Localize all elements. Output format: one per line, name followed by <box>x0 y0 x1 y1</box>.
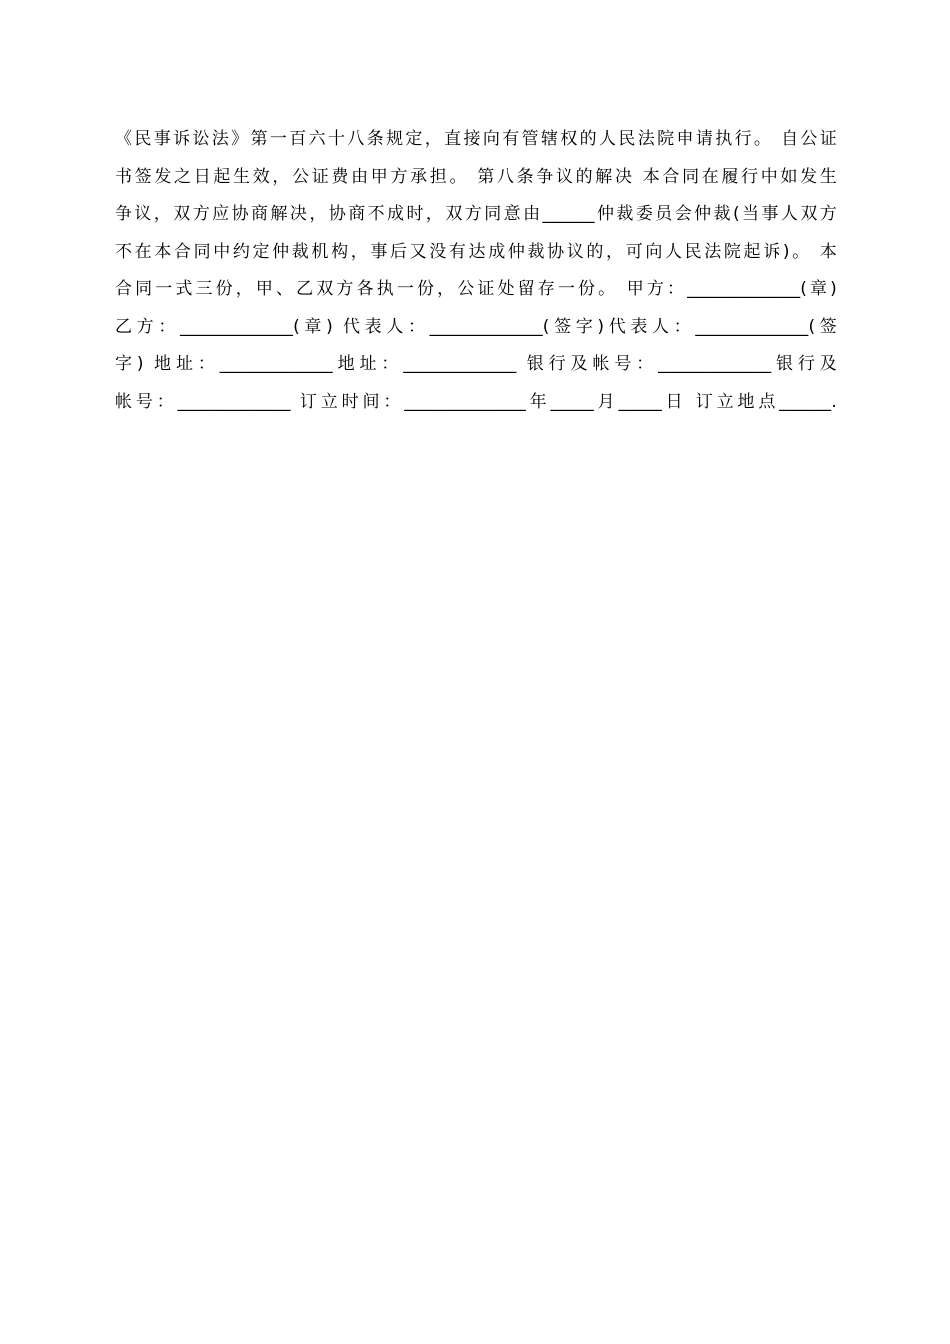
text-line-3: 争议，双方应协商解决，协商不成时，双方同意由______仲裁委员会仲裁(当事人双方 <box>115 204 837 224</box>
contract-text <box>115 124 837 424</box>
text-line-7: 字) 地址：_____________地址：_____________ 银行及帐号：_____________银行及 <box>115 354 837 374</box>
text-line-8: 帐号：_____________ 订立时间：______________年_____月_____日 订立地点______. <box>115 391 837 412</box>
text-line-4: 不在本合同中约定仲裁机构，事后又没有达成仲裁协议的，可向人民法院起诉)。 本 <box>115 241 837 262</box>
text-line-5: 合同一式三份，甲、乙双方各执一份，公证处留存一份。 甲方：_____________(章) <box>115 279 837 299</box>
text-line-2: 书签发之日起生效，公证费由甲方承担。 第八条争议的解决 本合同在履行中如发生 <box>115 166 837 187</box>
text-line-6: 乙方：_____________(章) 代表人：_____________(签字)代表人：_____________(签 <box>115 316 837 337</box>
text-line-1: 《民事诉讼法》第一百六十八条规定，直接向有管辖权的人民法院申请执行。 自公证 <box>115 129 837 149</box>
